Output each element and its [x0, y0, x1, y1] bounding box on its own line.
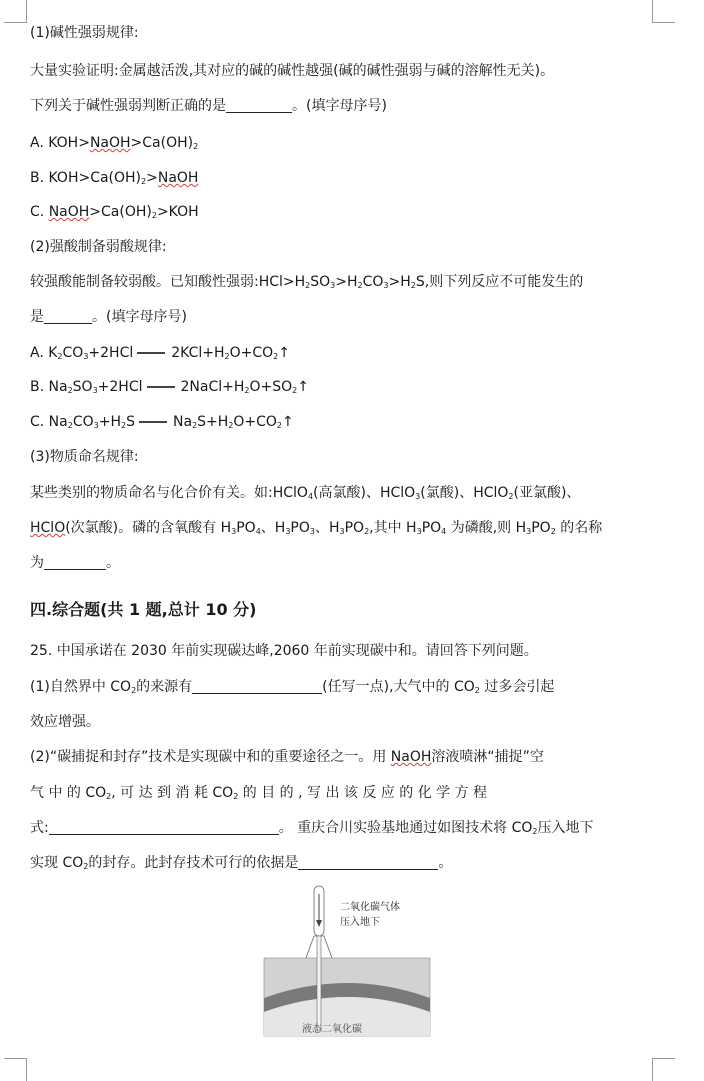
crop-mark-top-right [652, 0, 675, 23]
q1-option-b: B. $KOH>Ca(OH)_2>NaOH$ [30, 170, 199, 186]
answer-blank[interactable] [44, 555, 106, 570]
q2-option-c: C. $Na_2CO_3+H_2S$ $Na_2S+H_2O+CO_2↑$ [30, 414, 294, 430]
q25-part1-line2: 效应增强。 [30, 714, 100, 730]
label-gas-line2: 压入地下 [340, 917, 380, 928]
answer-blank[interactable] [226, 98, 292, 113]
answer-blank[interactable] [298, 855, 438, 870]
crop-mark-bottom-left [4, 1058, 27, 1081]
reaction-equals-sign [147, 380, 175, 388]
injection-pipe [317, 936, 321, 1030]
answer-blank[interactable] [44, 309, 92, 324]
section-heading: 四.综合题(共 1 题,总计 10 分) [30, 600, 257, 619]
q2-option-a: A. $K_2CO_3+2HCl$ $2KCl+H_2O+CO_2↑$ [30, 345, 290, 361]
q25-part2-line3: 式: 。 重庆合川实验基地通过如图技术将 $CO_2$压入地下 [30, 820, 594, 836]
q3-line3: 为 。 [30, 555, 120, 571]
label-liquid-co2: 液态二氧化碳 [302, 1024, 362, 1035]
answer-blank[interactable] [192, 679, 322, 694]
q1-title: (1)碱性强弱规律: [30, 25, 139, 41]
q25-part2-line1: (2)“碳捕捉和封存”技术是实现碳中和的重要途径之一。用 NaOH溶液喷淋“捕捉”空 [30, 749, 544, 765]
co2-storage-diagram [262, 880, 432, 1040]
q3-line1: 某些类别的物质命名与化合价有关。如:HClO$_4$(高氯酸)、HClO$_3$(氯酸)、HClO$_2$(亚氯酸)、 [30, 485, 581, 501]
answer-blank[interactable] [49, 820, 279, 835]
q2-option-b: B. $Na_2SO_3+2HCl$ $2NaCl+H_2O+SO_2↑$ [30, 379, 309, 395]
q25-part2-line2: 气 中 的 $CO_2$, 可 达 到 消 耗 $CO_2$ 的 目 的 , 写 出 该 反 应 的 化 学 方 程 [30, 785, 488, 801]
q25-part2-line4: 实现 $CO_2$的封存。此封存技术可行的依据是 。 [30, 855, 453, 871]
q1-option-a: A. $KOH>NaOH>Ca(OH)_2$ [30, 135, 199, 151]
q1-prompt: 下列关于碱性强弱判断正确的是 。(填字母序号) [30, 98, 387, 114]
q3-title: (3)物质命名规律: [30, 449, 139, 465]
reaction-equals-sign [139, 415, 167, 423]
q1-option-c: C. $NaOH>Ca(OH)_2>KOH$ [30, 204, 199, 220]
q1-fact: 大量实验证明:金属越活泼,其对应的碱的碱性越强(碱的碱性强弱与碱的溶解性无关)。 [30, 63, 555, 79]
q2-line2: 是 。(填字母序号) [30, 309, 187, 325]
q2-title: (2)强酸制备弱酸规律: [30, 239, 167, 255]
q3-line2: HClO(次氯酸)。磷的含氧酸有 $H_3PO_4$、$H_3PO_3$、$H_3PO_2$,其中 $H_3PO_4$ 为磷酸,则 $H_3PO_2$ 的名称 [30, 520, 603, 536]
q25-intro: 25. 中国承诺在 2030 年前实现碳达峰,2060 年前实现碳中和。请回答下列问题。 [30, 643, 538, 659]
q2-line1: 较强酸能制备较弱酸。已知酸性强弱$:HCl>H_2SO_3>H_2CO_3>H_2S$,则下列反应不可能发生的 [30, 274, 584, 290]
reaction-equals-sign [137, 346, 165, 354]
q25-part1-line1: (1)自然界中 $CO_2$的来源有 (任写一点),大气中的 $CO_2$ 过多会引起 [30, 679, 555, 695]
crop-mark-top-left [4, 0, 27, 23]
crop-mark-bottom-right [652, 1058, 675, 1081]
label-gas-line1: 二氧化碳气体 [340, 902, 400, 913]
